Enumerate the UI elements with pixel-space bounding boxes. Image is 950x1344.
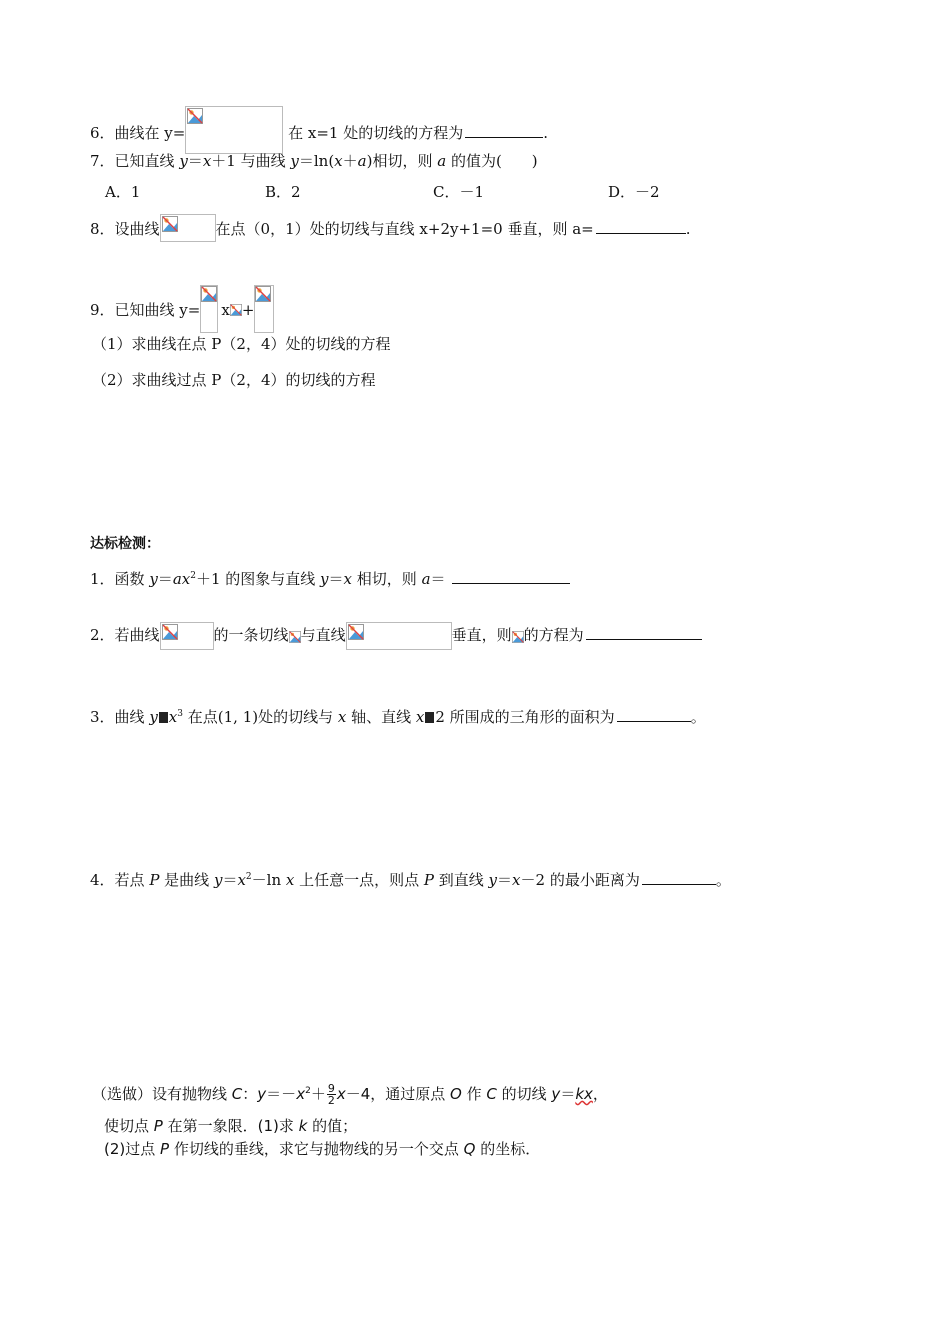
answer-blank[interactable] (465, 123, 543, 138)
q9-sub-2: （2）求曲线过点 P（2，4）的切线的方程 (92, 371, 376, 389)
formula-image (346, 622, 452, 650)
d1-var: ax (172, 570, 191, 588)
d3-text: 轴、直线 (346, 708, 416, 726)
check-2 (90, 622, 702, 650)
extra-text: 的坐标． (475, 1140, 541, 1158)
broken-image-icon (187, 108, 203, 124)
d4-var: P (423, 871, 434, 889)
d4-text: －2 的最小距离为 (520, 871, 640, 889)
extra-text: (2)过点 (104, 1140, 161, 1158)
extra-text: －4，通过原点 (345, 1085, 451, 1103)
extra-var: P (160, 1140, 170, 1158)
fraction-denominator: 2 (327, 1094, 335, 1107)
broken-image-icon (255, 286, 271, 302)
extra-text: ＝－ (266, 1085, 297, 1103)
d3-var: x (168, 708, 178, 726)
extra-var: kx (575, 1085, 593, 1103)
broken-image-icon (162, 216, 178, 232)
broken-image-icon (162, 624, 178, 640)
q7-text: )相切，则 (366, 152, 438, 170)
q8-end: . (685, 220, 691, 238)
extra-line-3 (104, 1140, 540, 1158)
q9-plus: + (241, 301, 255, 319)
q7-text: ＋1 与曲线 (211, 152, 291, 170)
extra-text: 的值； (307, 1117, 358, 1135)
q9-x: x (221, 301, 230, 319)
extra-var: C (486, 1085, 497, 1103)
broken-image-icon (348, 624, 364, 640)
check-4 (90, 870, 731, 889)
d2-text: 2．若曲线 (90, 626, 160, 644)
question-9 (90, 285, 274, 333)
fraction-numerator: 9 (327, 1082, 335, 1095)
formula-image (185, 106, 283, 154)
q6-prefix: 6．曲线在 y= (90, 124, 186, 142)
d4-var: P (149, 871, 160, 889)
q6-middle: 在 x=1 处的切线的方程为 (288, 124, 464, 142)
extra-var: y (551, 1085, 561, 1103)
d4-text: ＝ (222, 871, 238, 889)
d1-var: y (149, 570, 158, 588)
answer-blank[interactable] (586, 625, 702, 640)
extra-text: ＝ (560, 1085, 576, 1103)
extra-text: 使切点 (104, 1117, 154, 1135)
answer-blank[interactable] (642, 870, 716, 885)
question-6 (90, 106, 548, 154)
extra-text: （选做）设有抛物线 (92, 1085, 232, 1103)
d4-text: 是曲线 (159, 871, 214, 889)
d4-text: 到直线 (434, 871, 489, 889)
d1-text: 1．函数 (90, 570, 150, 588)
q9-prefix: 9．已知曲线 y= (90, 301, 201, 319)
option-b[interactable]: B．2 (265, 183, 301, 201)
d1-text: ＝ (157, 570, 173, 588)
d1-text: ＋1 的图象与直线 (195, 570, 321, 588)
broken-image-icon (512, 630, 524, 644)
q7-text: ＝ (187, 152, 203, 170)
check-3 (90, 707, 706, 726)
option-a[interactable]: A．1 (105, 183, 141, 201)
extra-text: ＋ (310, 1085, 326, 1103)
d4-text: ＝ (497, 871, 513, 889)
check-1 (90, 569, 570, 588)
formula-image (289, 626, 301, 648)
question-8 (90, 214, 691, 242)
question-7 (90, 152, 538, 170)
q8-text: 在点（0，1）处的切线与直线 x (215, 220, 428, 238)
d1-var: a (421, 570, 431, 588)
formula-image (254, 285, 274, 333)
broken-image-icon (201, 286, 217, 302)
d4-var: x (285, 871, 295, 889)
formula-image (200, 285, 218, 333)
q7-var: x (334, 152, 343, 170)
d1-sup: 2 (190, 571, 196, 581)
d4-text: －ln (251, 871, 286, 889)
d3-text: 2 所围成的三角形的面积为 (435, 708, 615, 726)
d4-text: 4．若点 (90, 871, 150, 889)
formula-image (512, 626, 524, 648)
answer-blank[interactable] (596, 219, 686, 234)
extra-text: 的切线 (496, 1085, 552, 1103)
extra-var: k (298, 1117, 308, 1135)
extra-var: x (296, 1085, 306, 1103)
extra-sup: 2 (305, 1086, 311, 1096)
extra-var: Q (463, 1140, 476, 1158)
option-d[interactable]: D．－2 (608, 183, 660, 201)
d3-text: 3．曲线 (90, 708, 150, 726)
d3-text: 在点(1, 1)处的切线与 (183, 708, 338, 726)
fraction (327, 1083, 336, 1106)
extra-text: 在第一象限．(1)求 (162, 1117, 299, 1135)
answer-blank[interactable] (452, 569, 570, 584)
formula-image (160, 214, 216, 242)
d2-text: 的一条切线 (213, 626, 289, 644)
q8-prefix: 8．设曲线 (90, 220, 160, 238)
formula-image (230, 303, 242, 321)
d1-var: y (320, 570, 329, 588)
d3-end: 。 (690, 708, 706, 726)
q7-var: a (357, 152, 367, 170)
option-c[interactable]: C．－1 (433, 183, 485, 201)
q7-text: 的值为( ) (446, 152, 538, 170)
extra-var: x (336, 1085, 346, 1103)
d2-text: 与直线 (300, 626, 346, 644)
formula-image (160, 622, 214, 650)
q7-var: x (202, 152, 212, 170)
d2-text: 的方程为 (523, 626, 584, 644)
d4-text: 上任意一点，则点 (294, 871, 424, 889)
d2-text: 垂直，则 (451, 626, 512, 644)
d4-end: 。 (715, 871, 731, 889)
d3-var: y (149, 708, 158, 726)
extra-text: 作切线的垂线，求它与抛物线的另一个交点 (169, 1140, 464, 1158)
missing-glyph-icon (425, 712, 434, 723)
d4-sup: 2 (245, 872, 252, 882)
q7-text: ＝ln( (298, 152, 335, 170)
section-title: 达标检测： (90, 536, 160, 552)
d4-var: y (488, 871, 498, 889)
extra-var: y (257, 1085, 267, 1103)
q9-sub-1: （1）求曲线在点 P（2，4）处的切线的方程 (92, 335, 391, 353)
q8-text: +2y+1=0 垂直，则 a= (427, 220, 594, 238)
d1-text: ＝ (328, 570, 344, 588)
d1-text: 相切，则 (352, 570, 422, 588)
q6-suffix: . (543, 124, 549, 142)
extra-var: C (231, 1085, 243, 1103)
d4-var: x (512, 871, 521, 889)
extra-var: O (450, 1085, 462, 1103)
d3-sup: 3 (177, 709, 183, 719)
extra-line-1 (92, 1083, 608, 1106)
extra-line-2 (104, 1117, 357, 1135)
extra-text: ， (592, 1085, 608, 1103)
broken-image-icon (230, 303, 242, 317)
q7-text: ＋ (342, 152, 358, 170)
missing-glyph-icon (159, 712, 168, 723)
q7-text: 7．已知直线 (90, 152, 180, 170)
answer-blank[interactable] (617, 707, 691, 722)
d1-var: x (343, 570, 353, 588)
d4-var: y (213, 871, 223, 889)
q7-var: y (179, 152, 188, 170)
d1-text: ＝ (430, 570, 451, 588)
d3-var: x (337, 708, 347, 726)
q7-var: y (290, 152, 299, 170)
extra-text: 作 (461, 1085, 487, 1103)
broken-image-icon (289, 630, 301, 644)
extra-text: ： (242, 1085, 258, 1103)
d3-var: x (415, 708, 425, 726)
extra-var: P (153, 1117, 163, 1135)
d4-var: x (237, 871, 246, 889)
q7-var: a (437, 152, 447, 170)
